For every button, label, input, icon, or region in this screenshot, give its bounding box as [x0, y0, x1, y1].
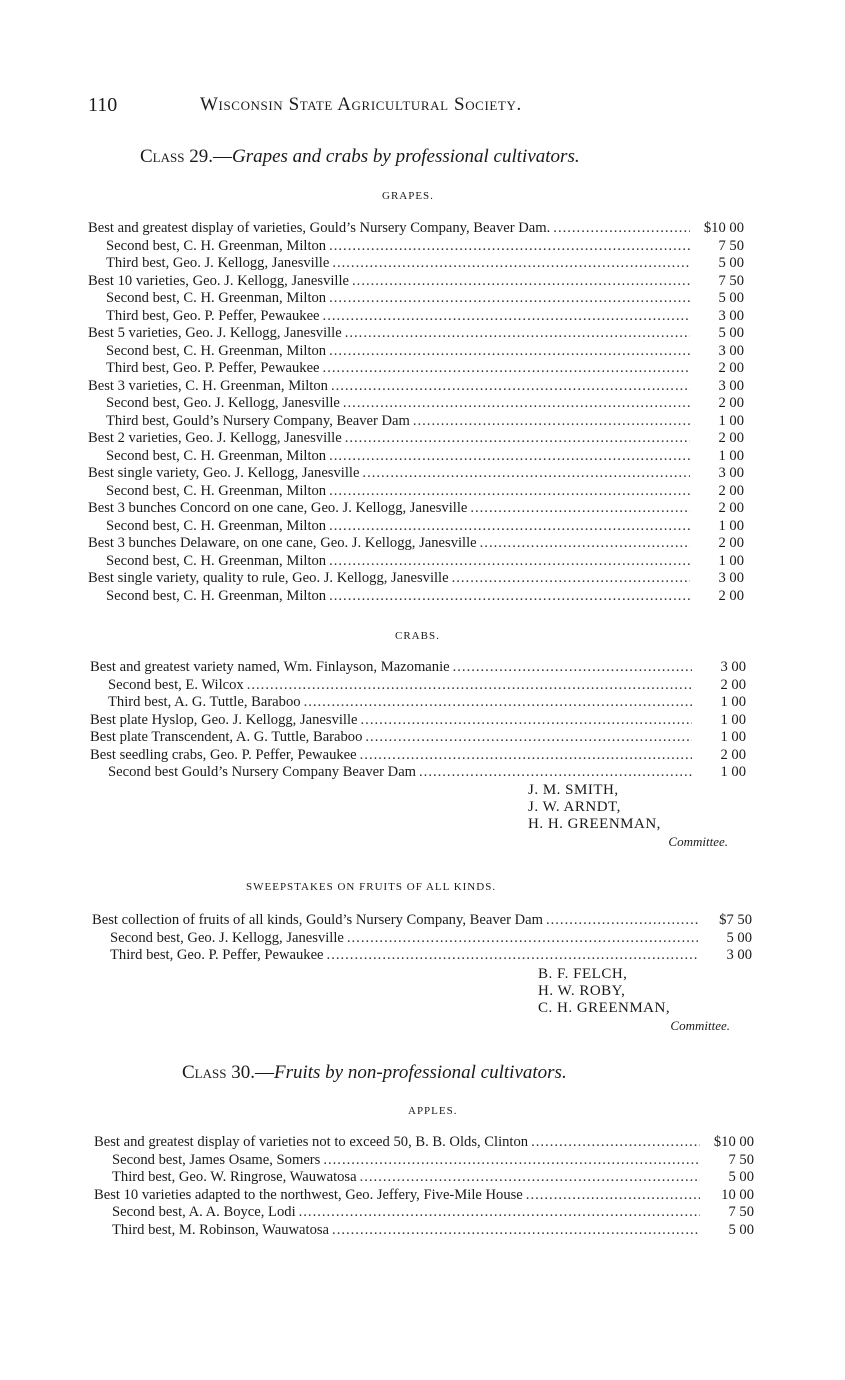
crabs-heading: CRABS.	[395, 630, 440, 642]
dot-leader	[523, 1187, 700, 1205]
dot-leader	[328, 378, 690, 396]
class-30-title	[182, 1062, 567, 1084]
dot-leader	[528, 1134, 700, 1152]
award-amount: 1 00	[718, 412, 744, 429]
award-amount: 2 00	[720, 676, 746, 693]
award-amount: $10 00	[703, 220, 744, 236]
sweepstakes-heading: SWEEPSTAKES ON FRUITS OF ALL KINDS.	[246, 881, 497, 893]
award-amount: 1 00	[718, 447, 744, 464]
award-entry	[88, 553, 744, 571]
award-description: Second best, E. Wilcox	[108, 676, 244, 693]
award-description: Third best, A. G. Tuttle, Baraboo	[108, 694, 301, 710]
award-amount: 7 50	[728, 1151, 754, 1168]
award-entry	[90, 712, 746, 730]
award-description: Second best, Geo. J. Kellogg, Janesville	[106, 395, 340, 411]
committee-member-name: H. H. GREENMAN,	[528, 816, 661, 832]
committee-member-name: J. M. SMITH,	[528, 782, 619, 798]
award-amount: 10 00	[721, 1186, 754, 1203]
award-amount: 7 50	[728, 1204, 754, 1220]
award-entry	[90, 677, 746, 695]
award-amount: 3 00	[718, 342, 744, 359]
award-entry	[92, 947, 752, 965]
award-amount: 3 00	[726, 947, 752, 963]
award-entry	[88, 255, 744, 273]
award-amount: 3 00	[720, 659, 746, 675]
class-29-subject: Grapes and crabs by professional cultivators.	[231, 146, 580, 167]
award-entry	[90, 694, 746, 712]
award-amount: 5 00	[728, 1221, 754, 1238]
award-entry	[92, 930, 752, 948]
award-amount: 7 50	[718, 237, 744, 254]
award-description: Best and greatest display of varieties not to exceed 50, B. B. Olds, Clinton	[94, 1134, 529, 1150]
dot-leader	[329, 1222, 700, 1240]
award-description: Best and greatest display of varieties, Gould’s Nursery Company, Beaver Dam.	[88, 220, 551, 236]
dot-leader	[326, 448, 690, 466]
dot-leader	[543, 912, 698, 930]
award-description: Second best, C. H. Greenman, Milton	[106, 237, 327, 254]
dot-leader	[410, 413, 690, 431]
award-entry	[94, 1222, 754, 1240]
journal-title: Wisconsin State Agricultural Society.	[200, 94, 522, 115]
award-entry	[90, 764, 746, 782]
award-amount: 1 00	[718, 552, 744, 569]
award-amount: 1 00	[720, 729, 746, 745]
award-entry	[88, 448, 744, 466]
award-entry	[90, 729, 746, 747]
award-entry	[92, 912, 752, 930]
dot-leader	[320, 360, 690, 378]
committee-member-name: H. W. ROBY,	[538, 983, 626, 999]
award-description: Second best, C. H. Greenman, Milton	[106, 482, 327, 499]
committee-label: Committee.	[668, 834, 728, 849]
award-description: Best and greatest variety named, Wm. Finlayson, Mazomanie	[90, 659, 450, 675]
award-description: Third best, Geo. J. Kellogg, Janesville	[106, 255, 330, 271]
page-number: 110	[88, 94, 118, 116]
award-entry	[88, 325, 744, 343]
dot-leader	[329, 255, 690, 273]
award-amount: 3 00	[718, 465, 744, 481]
dot-leader	[301, 694, 692, 712]
award-description: Best 5 varieties, Geo. J. Kellogg, Janesville	[88, 325, 342, 341]
dot-leader	[357, 1169, 700, 1187]
award-description: Second best, A. A. Boyce, Lodi	[112, 1204, 296, 1220]
dot-leader	[358, 712, 692, 730]
award-amount: $10 00	[713, 1134, 754, 1150]
grapes-award-list	[88, 220, 744, 605]
award-entry	[88, 395, 744, 413]
award-amount: 1 00	[720, 764, 746, 780]
dot-leader	[324, 947, 698, 965]
award-entry	[94, 1204, 754, 1222]
award-entry	[88, 588, 744, 606]
crabs-committee	[528, 782, 728, 850]
award-entry	[88, 570, 744, 588]
running-head	[88, 94, 768, 120]
award-entry	[88, 465, 744, 483]
award-amount: 7 50	[718, 272, 744, 289]
award-amount: 3 00	[718, 570, 744, 586]
award-entry	[88, 500, 744, 518]
award-entry	[88, 220, 744, 238]
sweepstakes-committee	[538, 966, 730, 1034]
award-amount: 2 00	[718, 360, 744, 376]
class-30-label: Class 30.—	[182, 1062, 274, 1083]
award-description: Second best, C. H. Greenman, Milton	[106, 587, 327, 604]
grapes-heading: GRAPES.	[382, 190, 434, 202]
committee-member-name: B. F. FELCH,	[538, 966, 628, 982]
award-amount: 5 00	[718, 290, 744, 306]
award-entry	[94, 1152, 754, 1170]
dot-leader	[362, 729, 692, 747]
dot-leader	[416, 764, 692, 782]
dot-leader	[349, 273, 690, 291]
award-amount: 2 00	[718, 395, 744, 411]
award-description: Third best, Gould’s Nursery Company, Beaver Dam	[106, 412, 410, 429]
award-description: Best collection of fruits of all kinds, Gould’s Nursery Company, Beaver Dam	[92, 912, 543, 928]
award-entry	[88, 535, 744, 553]
committee-member-name: J. W. ARNDT,	[528, 799, 621, 815]
award-amount: 2 00	[718, 535, 744, 551]
award-amount: 2 00	[720, 746, 746, 763]
award-entry	[88, 413, 744, 431]
dot-leader	[326, 518, 690, 536]
award-amount: 5 00	[718, 255, 744, 271]
award-entry	[90, 747, 746, 765]
award-amount: 1 00	[720, 711, 746, 728]
award-description: Third best, M. Robinson, Wauwatosa	[112, 1221, 330, 1238]
award-description: Best plate Hyslop, Geo. J. Kellogg, Janesville	[90, 711, 358, 728]
dot-leader	[326, 343, 690, 361]
award-description: Second best Gould’s Nursery Company Beaver Dam	[108, 764, 417, 780]
dot-leader	[320, 1152, 700, 1170]
class-29-label: Class 29.—	[140, 146, 232, 167]
award-entry	[88, 518, 744, 536]
dot-leader	[449, 570, 690, 588]
award-entry	[88, 273, 744, 291]
committee-member-name: C. H. GREENMAN,	[538, 1000, 671, 1016]
award-description: Best seedling crabs, Geo. P. Peffer, Pewaukee	[90, 746, 357, 763]
award-description: Second best, C. H. Greenman, Milton	[106, 342, 327, 359]
award-entry	[88, 430, 744, 448]
award-description: Second best, C. H. Greenman, Milton	[106, 290, 327, 306]
award-amount: 2 00	[718, 430, 744, 446]
dot-leader	[320, 308, 690, 326]
award-entry	[88, 360, 744, 378]
dot-leader	[326, 588, 690, 606]
award-description: Second best, C. H. Greenman, Milton	[106, 517, 327, 534]
class-29-title	[140, 146, 580, 168]
award-amount: 3 00	[718, 307, 744, 324]
award-description: Best 3 varieties, C. H. Greenman, Milton	[88, 377, 328, 394]
award-amount: 1 00	[720, 694, 746, 710]
award-entry	[94, 1187, 754, 1205]
dot-leader	[342, 325, 690, 343]
award-description: Second best, C. H. Greenman, Milton	[106, 447, 327, 464]
dot-leader	[296, 1204, 700, 1222]
award-description: Third best, Geo. W. Ringrose, Wauwatosa	[112, 1169, 357, 1185]
class-30-subject: Fruits by non-professional cultivators.	[273, 1062, 567, 1083]
award-description: Third best, Geo. P. Peffer, Pewaukee	[106, 307, 320, 324]
award-amount: 1 00	[718, 517, 744, 534]
award-amount: 5 00	[728, 1169, 754, 1185]
award-amount: $7 50	[719, 912, 752, 928]
award-entry	[88, 308, 744, 326]
award-entry	[88, 343, 744, 361]
award-entry	[90, 659, 746, 677]
award-description: Best 3 bunches Delaware, on one cane, Geo. J. Kellogg, Janesville	[88, 535, 477, 551]
dot-leader	[340, 395, 690, 413]
award-amount: 2 00	[718, 587, 744, 604]
award-amount: 3 00	[718, 377, 744, 394]
award-description: Second best, James Osame, Somers	[112, 1151, 321, 1168]
dot-leader	[326, 483, 690, 501]
award-description: Second best, C. H. Greenman, Milton	[106, 552, 327, 569]
award-description: Best 3 bunches Concord on one cane, Geo. J. Kellogg, Janesville	[88, 500, 468, 516]
award-description: Third best, Geo. P. Peffer, Pewaukee	[110, 947, 324, 963]
award-amount: 2 00	[718, 500, 744, 516]
award-description: Best 10 varieties adapted to the northwest, Geo. Jeffery, Five-Mile House	[94, 1186, 523, 1203]
dot-leader	[344, 930, 698, 948]
dot-leader	[342, 430, 690, 448]
award-description: Best plate Transcendent, A. G. Tuttle, Baraboo	[90, 729, 363, 745]
award-amount: 5 00	[718, 325, 744, 341]
dot-leader	[359, 465, 690, 483]
award-amount: 2 00	[718, 482, 744, 499]
award-entry	[94, 1134, 754, 1152]
dot-leader	[326, 238, 690, 256]
award-description: Best 10 varieties, Geo. J. Kellogg, Janesville	[88, 272, 350, 289]
dot-leader	[357, 747, 692, 765]
sweepstakes-award-list	[92, 912, 752, 965]
crabs-award-list	[90, 659, 746, 782]
award-description: Third best, Geo. P. Peffer, Pewaukee	[106, 360, 320, 376]
award-amount: 5 00	[726, 929, 752, 946]
dot-leader	[326, 290, 690, 308]
award-entry	[88, 483, 744, 501]
award-entry	[88, 290, 744, 308]
award-entry	[88, 378, 744, 396]
apples-heading: APPLES.	[408, 1105, 458, 1117]
dot-leader	[326, 553, 690, 571]
award-description: Second best, Geo. J. Kellogg, Janesville	[110, 929, 344, 946]
award-description: Best 2 varieties, Geo. J. Kellogg, Janesville	[88, 430, 342, 446]
dot-leader	[244, 677, 692, 695]
award-entry	[94, 1169, 754, 1187]
committee-label: Committee.	[670, 1018, 730, 1033]
award-description: Best single variety, Geo. J. Kellogg, Janesville	[88, 465, 360, 481]
award-description: Best single variety, quality to rule, Geo. J. Kellogg, Janesville	[88, 570, 449, 586]
apples-award-list	[94, 1134, 754, 1239]
dot-leader	[477, 535, 690, 553]
award-entry	[88, 238, 744, 256]
dot-leader	[467, 500, 690, 518]
dot-leader	[550, 220, 690, 238]
dot-leader	[450, 659, 692, 677]
